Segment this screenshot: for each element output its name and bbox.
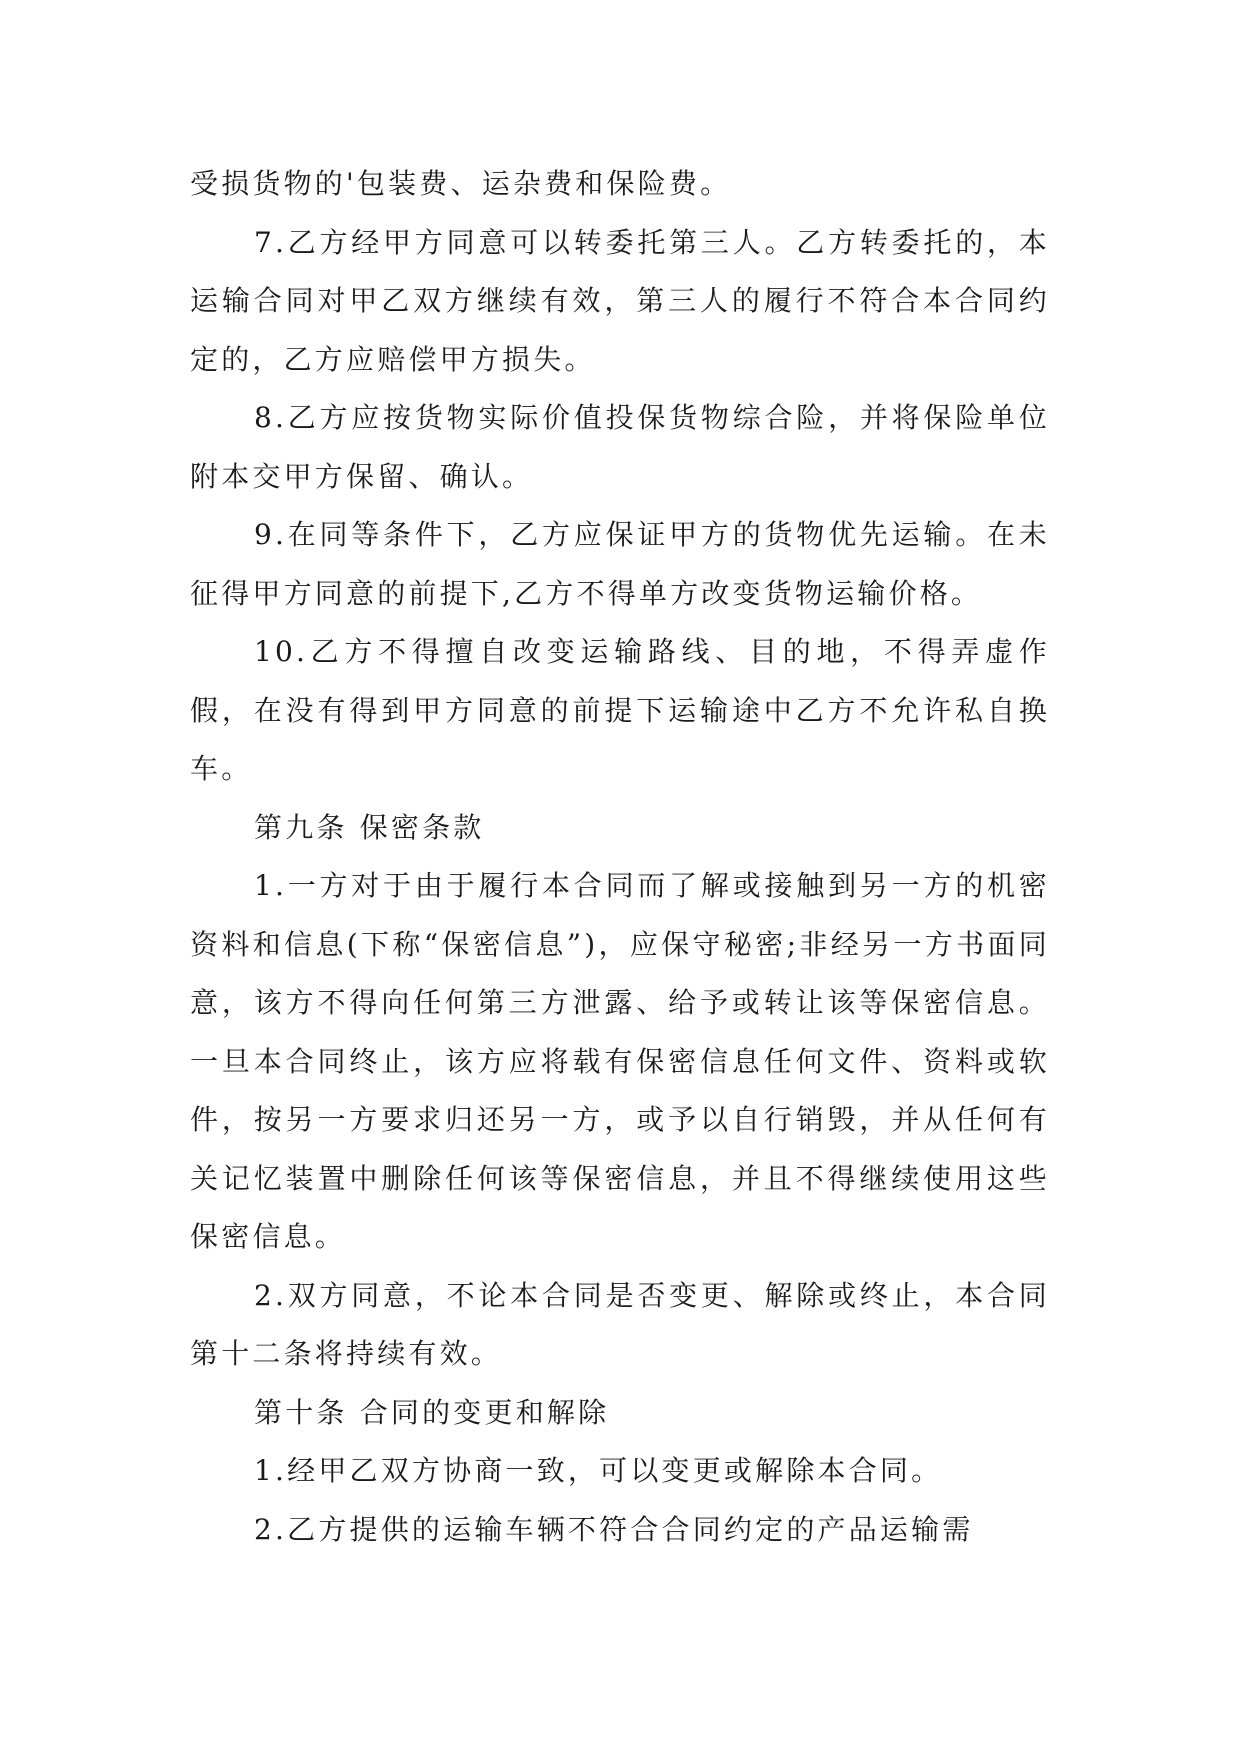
section-heading-article-10: 第十条 合同的变更和解除	[254, 1395, 610, 1429]
paragraph-clause-9: 9.在同等条件下，乙方应保证甲方的货物优先运输。在未征得甲方同意的前提下,乙方不得单方改变货物运输价格。	[190, 518, 1050, 610]
paragraph-continuation: 受损货物的'包装费、运杂费和保险费。	[190, 167, 732, 200]
paragraph-clause-10: 10.乙方不得擅自改变运输路线、目的地，不得弄虚作假，在没有得到甲方同意的前提下运输途中乙方不允许私自换车。	[190, 635, 1050, 785]
paragraph-clause-8: 8.乙方应按货物实际价值投保货物综合险，并将保险单位附本交甲方保留、确认。	[190, 401, 1050, 493]
paragraph-confidentiality-2: 2.双方同意，不论本合同是否变更、解除或终止，本合同第十二条将持续有效。	[190, 1278, 1050, 1370]
paragraph-amendment-2: 2.乙方提供的运输车辆不符合合同约定的产品运输需	[254, 1512, 974, 1546]
paragraph-amendment-1: 1.经甲乙双方协商一致，可以变更或解除本合同。	[254, 1454, 943, 1487]
paragraph-clause-7: 7.乙方经甲方同意可以转委托第三人。乙方转委托的，本运输合同对甲乙双方继续有效，第三人的履行不符合本合同约定的，乙方应赔偿甲方损失。	[190, 225, 1050, 376]
section-heading-article-9: 第九条 保密条款	[254, 810, 485, 844]
document-body	[190, 155, 1050, 1559]
paragraph-confidentiality-1: 1.一方对于由于履行本合同而了解或接触到另一方的机密资料和信息(下称“保密信息”)，应保守秘密;非经另一方书面同意，该方不得向任何第三方泄露、给予或转让该等保密信息。一旦本合同终止，该方应将载有保密信息任何文件、资料或软件，按另一方要求归还另一方，或予以自行销毁，并从任何有关记忆装置中删除任何该等保密信息，并且不得继续使用这些保密信息。	[190, 869, 1050, 1253]
